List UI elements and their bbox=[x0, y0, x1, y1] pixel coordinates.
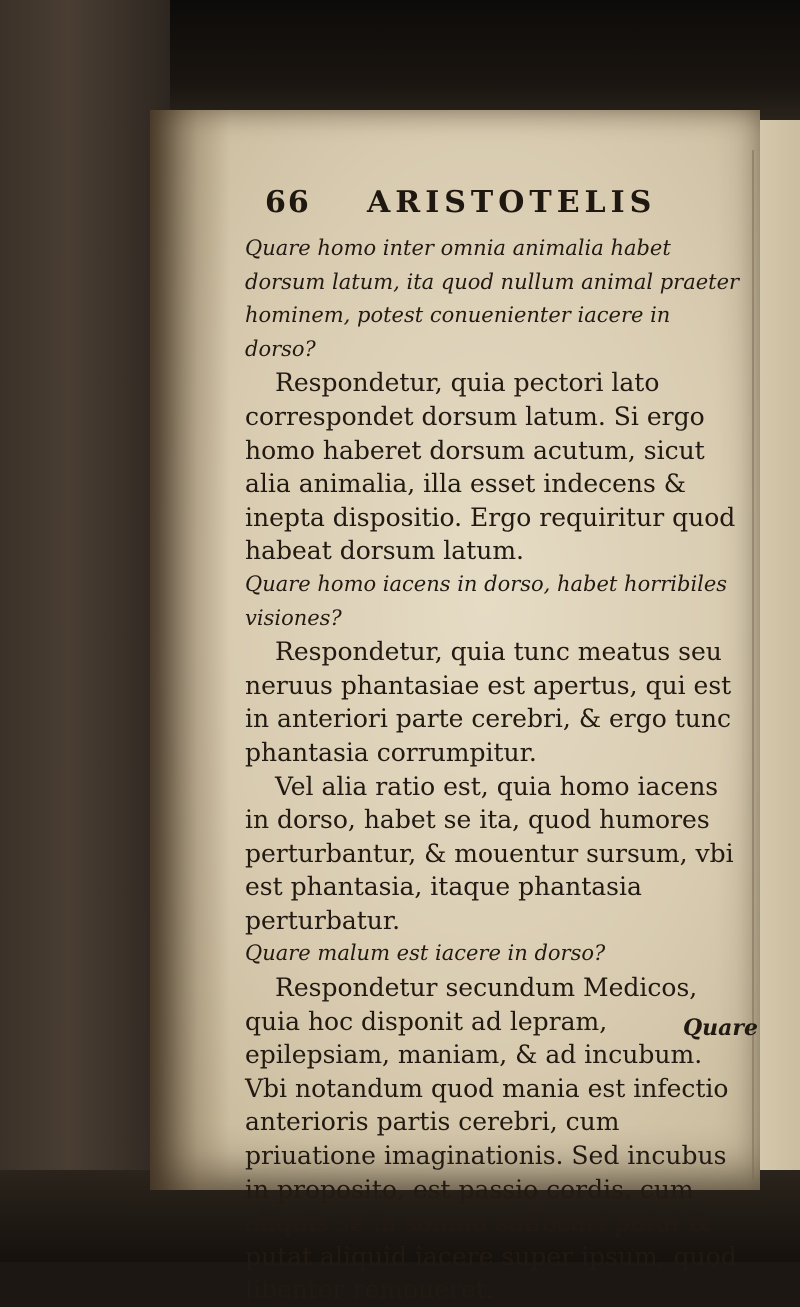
book-gutter-shadow bbox=[150, 110, 230, 1190]
running-head bbox=[265, 185, 745, 225]
question-paragraph: Quare homo iacens in dorso, habet horribiles visiones? bbox=[245, 571, 728, 630]
page-number: 66 bbox=[265, 185, 311, 220]
background-left bbox=[0, 0, 170, 1262]
catchword: Quare bbox=[683, 1015, 759, 1041]
text-block bbox=[245, 232, 745, 1307]
question-paragraph: Quare homo inter omnia animalia habet dorsum latum, ita quod nullum animal praeter hominem, potest conuenienter iacere in dorso? bbox=[245, 236, 740, 361]
running-title: ARISTOTELIS bbox=[367, 185, 657, 220]
response-paragraph: Respondetur, quia tunc meatus seu neruus phantasiae est apertus, qui est in anteriori parte cerebri, & ergo tunc phantasia corrumpitur. bbox=[245, 637, 732, 767]
response-paragraph: Respondetur, quia pectori lato correspondet dorsum latum. Si ergo homo haberet dorsum acutum, sicut alia animalia, illa esset indecens & inepta dispositio. Ergo requiritur quod habeat dorsum latum. bbox=[245, 368, 736, 566]
question-paragraph: Quare malum est iacere in dorso? bbox=[245, 941, 606, 966]
response-paragraph: Respondetur secundum Medicos, quia hoc disponit ad lepram, epilepsiam, maniam, & ad incubum. Vbi notandum quod mania est infectio anterioris partis cerebri, cum priuatione imaginationis. Sed incubus in proposito, est passio cordis, cum aliquis se in somno suffocari putat & putat aliquid iacere super ipsum, quod libenter remoueret. bbox=[245, 973, 737, 1305]
response-paragraph: Vel alia ratio est, quia homo iacens in dorso, habet se ita, quod humores perturbantur, & mouentur sursum, vbi est phantasia, itaque phantasia perturbatur. bbox=[245, 771, 734, 935]
